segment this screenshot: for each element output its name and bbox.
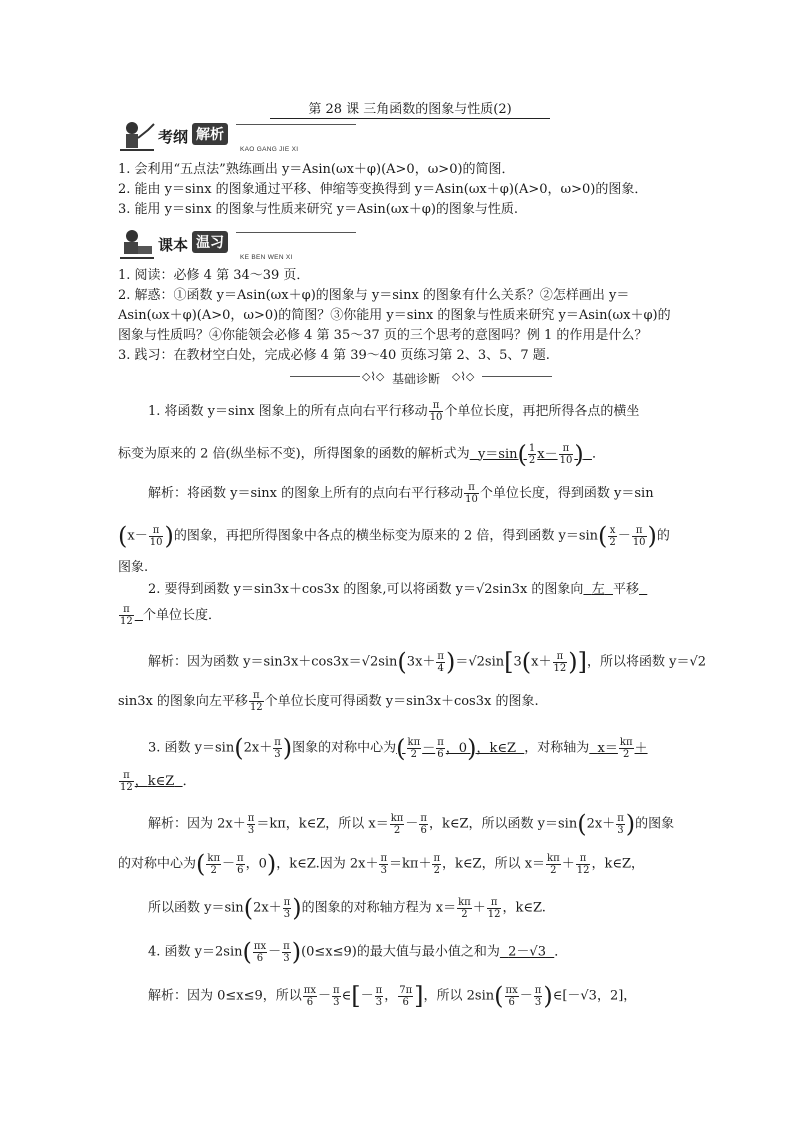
section-rule	[236, 232, 356, 233]
section-header-syllabus	[118, 120, 378, 154]
list-item: 图象与性质吗？④你能领会必修 4 第 35～37 页的三个思考的意图吗？例 1 的作用是什么？	[118, 328, 648, 343]
section-rule	[236, 124, 356, 125]
list-item: 3. 践习：在教材空白处，完成必修 4 第 39～40 页练习第 2、3、5、7 题.	[118, 348, 550, 363]
list-item: Asin(ωx＋φ)(A>0，ω>0)的简图？③你能用 y＝sinx 的图象与性质来研究 y＝Asin(ωx＋φ)的	[118, 308, 671, 323]
divider-label: 基础诊断	[392, 372, 441, 386]
list-item: 3. 能用 y＝sinx 的图象与性质来研究 y＝Asin(ωx＋φ)的图象与性质.	[118, 202, 519, 217]
question-3-line2: $\frac{\pi}{12}$ ，k∈Z ．	[120, 770, 196, 793]
section-header-review	[118, 228, 378, 262]
ornament-icon: ◇⌇◇	[362, 370, 385, 383]
answer-blank: y＝sin( $\frac{1}{2}$ x－ $\frac{\pi}{10}$ )	[477, 440, 584, 468]
student-figure-icon	[118, 120, 156, 154]
section-label: 考纲	[158, 128, 189, 146]
review-list	[118, 266, 671, 366]
solution-1-line3: 图象.	[118, 560, 149, 575]
section-label: 课本	[158, 236, 189, 254]
list-item: 2. 能由 y＝sinx 的图象通过平移、伸缩等变换得到 y＝Asin(ωx＋φ)(A>0，ω>0)的图象．	[118, 182, 648, 197]
solution-3-line2: 的对称中心为( $\frac{k\pi}{2}$ － $\frac{\pi}{6}$ ，0)，k∈Z.因为 2x＋ $\frac{\pi}{3}$ ＝kπ＋ $\frac{\pi}{2}$ ，k∈Z，所以 x＝ $\frac{k\pi}{2}$ ＋ $\frac{\pi}{12}$ ，k∈Z，	[118, 850, 644, 878]
list-item: 1. 会利用“五点法”熟练画出 y＝Asin(ωx＋φ)(A>0，ω>0)的简图．	[118, 162, 515, 177]
question-1: 1. 将函数 y＝sinx 图象上的所有点向右平行移动 $\frac{\pi}{10}$ 个单位长度，再把所得各点的横坐	[148, 400, 640, 423]
solution-1-line2: (x－ $\frac{\pi}{10}$ )的图象，再把所得图象中各点的横坐标变为原来的 2 倍，得到函数 y＝sin( $\frac{x}{2}$ － $\frac{\pi}{10}$ )的	[118, 522, 670, 550]
solution-4: 解析：因为 0≤x≤9，所以 $\frac{\pi x}{6}$ － $\frac{\pi}{3}$ ∈[－ $\frac{\pi}{3}$ ， $\frac{7\pi}{6}$ ]，所以 2sin( $\frac{\pi x}{6}$ － $\frac{\pi}{3}$ )∈[－√3，2]，	[148, 982, 637, 1010]
question-1-line2: 标变为原来的 2 倍(纵坐标不变)，所得图象的函数的解析式为 y＝sin( $\frac{1}{2}$ x－ $\frac{\pi}{10}$ ) ．	[118, 440, 605, 468]
section-pinyin: KE BEN WEN XI	[240, 254, 293, 261]
section-divider	[290, 370, 550, 386]
page-title: 第 28 课 三角函数的图象与性质(2)	[270, 98, 550, 119]
solution-2: 解析：因为函数 y＝sin3x＋cos3x＝√2sin(3x＋ $\frac{\pi}{4}$ )＝√2sin[3(x＋ $\frac{\pi}{12}$ )]，所以将函数 y＝√2	[148, 648, 707, 676]
section-pinyin: KAO GANG JIE XI	[240, 146, 299, 153]
reading-student-icon	[118, 228, 156, 262]
solution-2-line2: sin3x 的图象向左平移 $\frac{\pi}{12}$ 个单位长度可得函数 y＝sin3x＋cos3x 的图象.	[118, 690, 539, 713]
solution-3-line3: 所以函数 y＝sin(2x＋ $\frac{\pi}{3}$ )的图象的对称轴方程为 x＝ $\frac{k\pi}{2}$ ＋ $\frac{\pi}{12}$ ，k∈Z.	[148, 894, 546, 922]
syllabus-list	[118, 160, 647, 220]
list-item: 1. 阅读：必修 4 第 34～39 页．	[118, 268, 310, 283]
section-badge: 解析	[192, 123, 228, 145]
section-badge: 温习	[192, 231, 228, 253]
question-3: 3. 函数 y＝sin(2x＋ $\frac{\pi}{3}$ )图象的对称中心为( $\frac{k\pi}{2}$ － $\frac{\pi}{6}$ ，0)，k∈Z ，对称轴为 x＝ $\frac{k\pi}{2}$ ＋	[148, 734, 648, 762]
question-2: 2. 要得到函数 y＝sin3x＋cos3x 的图象,可以将函数 y＝√2sin3x 的图象向 左 平移	[148, 582, 639, 597]
question-4: 4. 函数 y＝2sin( $\frac{\pi x}{6}$ － $\frac{\pi}{3}$ )(0≤x≤9)的最大值与最小值之和为 2－√3 ．	[148, 938, 568, 966]
question-2-line2: $\frac{\pi}{12}$ 个单位长度．	[120, 604, 222, 627]
solution-3: 解析：因为 2x＋ $\frac{\pi}{3}$ ＝kπ，k∈Z，所以 x＝ $\frac{k\pi}{2}$ － $\frac{\pi}{6}$ ，k∈Z，所以函数 y＝sin(2x＋ $\frac{\pi}{3}$ )的图象	[148, 810, 675, 838]
solution-1: 解析：将函数 y＝sinx 的图象上所有的点向右平行移动 $\frac{\pi}{10}$ 个单位长度，得到函数 y＝sin	[148, 482, 654, 505]
list-item: 2. 解惑：①函数 y＝Asin(ωx＋φ)的图象与 y＝sinx 的图象有什么关系？②怎样画出 y＝	[118, 288, 630, 303]
ornament-icon: ◇⌇◇	[452, 370, 475, 383]
